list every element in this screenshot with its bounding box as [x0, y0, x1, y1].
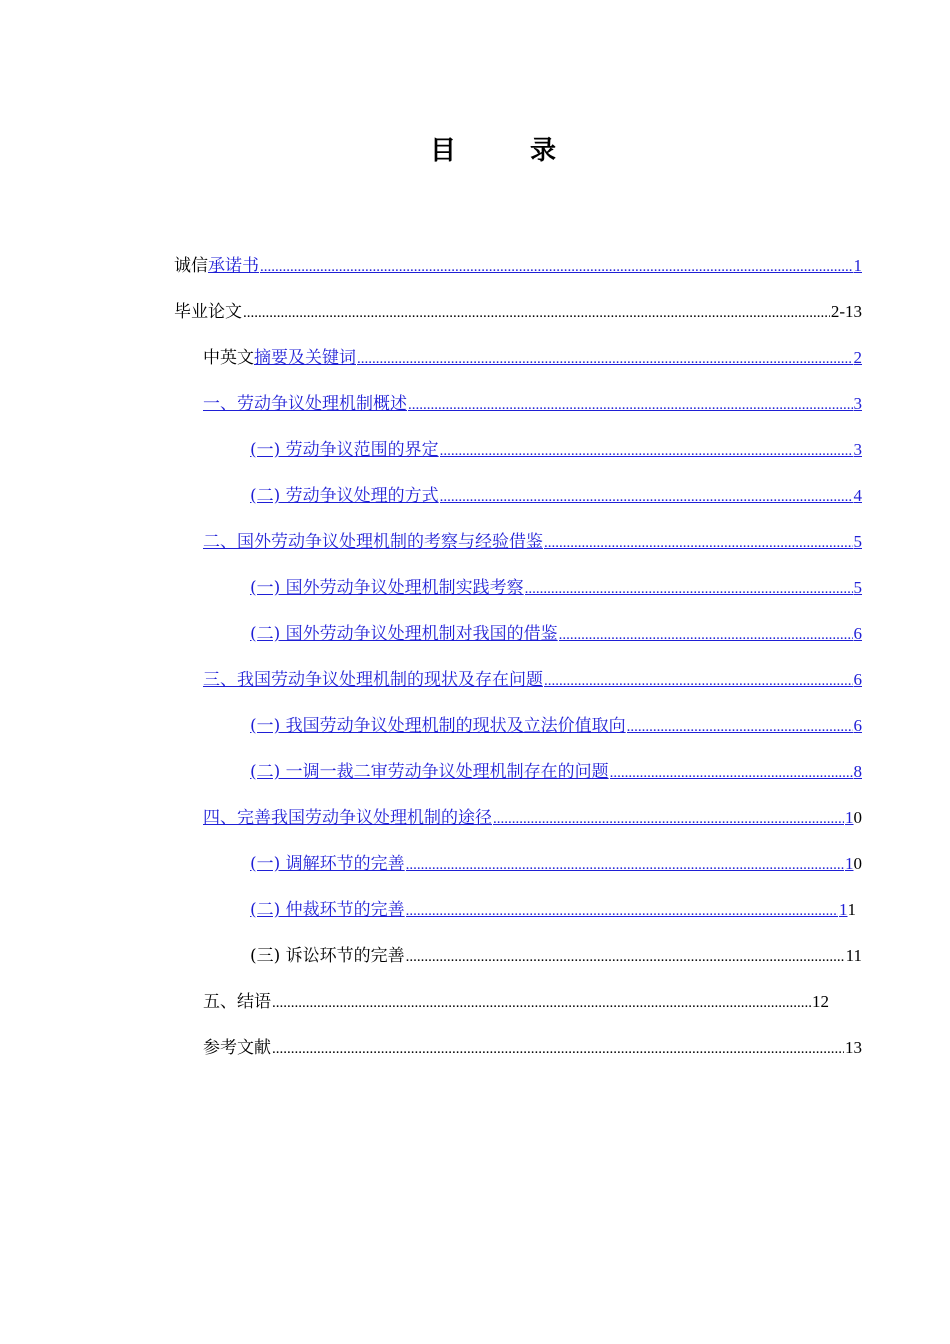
dot-leader	[243, 301, 830, 325]
toc-entry-link[interactable]: (一) 国外劳动争议处理机制实践考察	[250, 578, 524, 598]
toc-entry-3-2[interactable]	[250, 760, 862, 784]
toc-entry-link[interactable]: 摘要及关键词	[254, 348, 356, 368]
toc-entry-link[interactable]: 一、劳动争议处理机制概述	[203, 394, 407, 414]
dot-leader	[272, 1037, 844, 1061]
toc-page-number[interactable]: 1	[853, 256, 862, 275]
toc-page-number: 11	[845, 946, 862, 965]
dot-leader	[406, 853, 844, 877]
toc-entry-chapter-2[interactable]	[203, 530, 862, 554]
dot-leader	[357, 347, 853, 371]
toc-page-number[interactable]: 3	[853, 440, 862, 459]
dot-leader	[559, 623, 853, 647]
toc-page-number-tail: 1	[847, 900, 856, 919]
dot-leader	[408, 393, 853, 417]
toc-entry-label: 五、结语	[203, 992, 271, 1012]
toc-entry-references[interactable]	[203, 1036, 862, 1060]
toc-entry-conclusion[interactable]	[203, 990, 829, 1014]
toc-entry-link[interactable]: 二、国外劳动争议处理机制的考察与经验借鉴	[203, 532, 543, 552]
toc-page-number[interactable]: 5	[853, 578, 862, 597]
toc-page-number: 13	[845, 1038, 862, 1057]
dot-leader	[260, 255, 853, 279]
dot-leader	[610, 761, 853, 785]
toc-page-number[interactable]: 1	[839, 900, 848, 919]
toc-entry-thesis[interactable]	[174, 300, 862, 324]
toc-entry-label: (三) 诉讼环节的完善	[250, 946, 405, 966]
toc-page-number: 2-13	[830, 302, 862, 321]
toc-entry-link[interactable]: (二) 一调一裁二审劳动争议处理机制存在的问题	[250, 762, 609, 782]
dot-leader	[525, 577, 853, 601]
toc-page-number[interactable]: 4	[853, 486, 862, 505]
toc-entry-link[interactable]: (二) 劳动争议处理的方式	[250, 486, 439, 506]
toc-page-number[interactable]: 1	[845, 808, 854, 827]
toc-entry-pledge[interactable]	[174, 254, 862, 278]
toc-page-number[interactable]: 8	[853, 762, 862, 781]
dot-leader	[406, 899, 838, 923]
toc-entry-3-1[interactable]	[250, 714, 862, 738]
toc-page-number[interactable]: 6	[853, 624, 862, 643]
dot-leader	[627, 715, 853, 739]
toc-entry-link[interactable]: (二) 国外劳动争议处理机制对我国的借鉴	[250, 624, 558, 644]
toc-page-number[interactable]: 2	[853, 348, 862, 367]
toc-entry-chapter-3[interactable]	[203, 668, 862, 692]
toc-entry-link[interactable]: 三、我国劳动争议处理机制的现状及存在问题	[203, 670, 543, 690]
toc-entry-label: 参考文献	[203, 1038, 271, 1058]
toc-entry-chapter-1[interactable]	[203, 392, 862, 416]
toc-entry-prefix: 中英文	[203, 348, 254, 368]
toc-entry-2-2[interactable]	[250, 622, 862, 646]
toc-entry-link[interactable]: 承诺书	[208, 256, 259, 276]
toc-page-number[interactable]: 6	[853, 670, 862, 689]
dot-leader	[493, 807, 844, 831]
dot-leader	[440, 439, 853, 463]
dot-leader	[544, 531, 853, 555]
toc-page-number-tail: 0	[853, 854, 862, 873]
toc-entry-chapter-4[interactable]	[203, 806, 862, 830]
toc-page-number[interactable]: 3	[853, 394, 862, 413]
toc-entry-4-3[interactable]	[250, 944, 862, 968]
toc-entry-4-2[interactable]	[250, 898, 856, 922]
toc-entry-link[interactable]: 四、完善我国劳动争议处理机制的途径	[203, 808, 492, 828]
toc-entry-prefix: 诚信	[174, 256, 208, 276]
dot-leader	[272, 991, 811, 1015]
toc-entry-2-1[interactable]	[250, 576, 862, 600]
toc-page-number-tail: 0	[853, 808, 862, 827]
toc-entry-4-1[interactable]	[250, 852, 862, 876]
toc-entry-abstract[interactable]	[203, 346, 862, 370]
toc-page-number[interactable]: 5	[853, 532, 862, 551]
toc-entry-1-1[interactable]	[250, 438, 862, 462]
dot-leader	[440, 485, 853, 509]
toc-entry-1-2[interactable]	[250, 484, 862, 508]
dot-leader	[406, 945, 845, 969]
dot-leader	[544, 669, 853, 693]
toc-entry-link[interactable]: (一) 调解环节的完善	[250, 854, 405, 874]
toc-entry-link[interactable]: (二) 仲裁环节的完善	[250, 900, 405, 920]
toc-page-number[interactable]: 6	[853, 716, 862, 735]
toc-entry-label: 毕业论文	[174, 302, 242, 322]
toc-entry-link[interactable]: (一) 我国劳动争议处理机制的现状及立法价值取向	[250, 716, 626, 736]
toc-page-number[interactable]: 1	[845, 854, 854, 873]
toc-entry-link[interactable]: (一) 劳动争议范围的界定	[250, 440, 439, 460]
toc-page-number: 12	[812, 992, 829, 1011]
toc-title: 目 录	[429, 136, 580, 166]
